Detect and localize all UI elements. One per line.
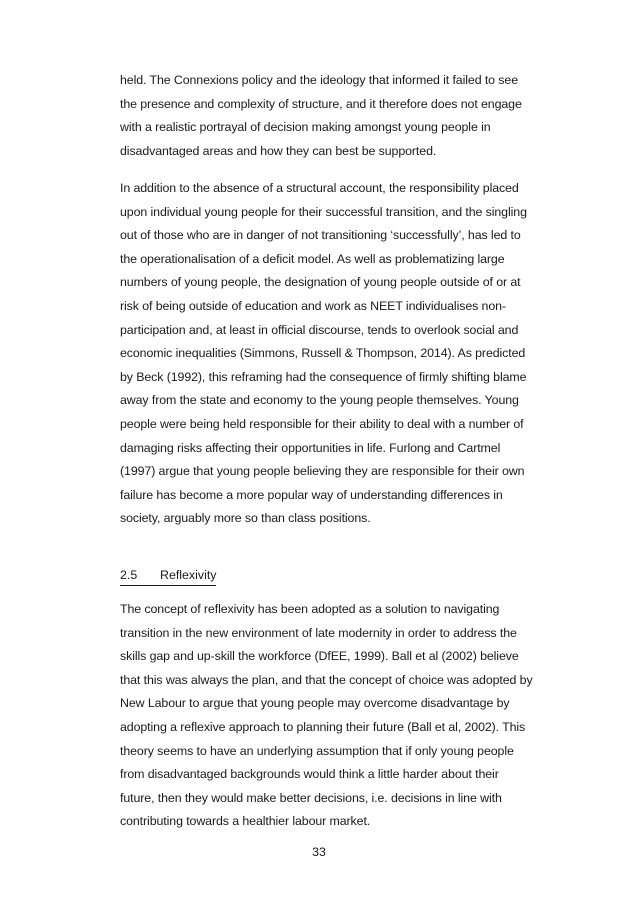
text-line: away from the state and economy to the young people themselves. Young — [120, 393, 519, 408]
section-heading — [120, 566, 216, 586]
page-number: 33 — [312, 845, 326, 859]
text-line: the operationalisation of a deficit model. As well as problematizing large — [120, 251, 505, 266]
text-line: out of those who are in danger of not transitioning ‘successfully’, has led to — [120, 228, 521, 243]
section-number: 2.5 — [120, 568, 138, 582]
text-line: from disadvantaged backgrounds would think a little harder about their — [120, 767, 499, 782]
section-title: Reflexivity — [160, 568, 217, 582]
text-line: theory seems to have an underlying assumption that if only young people — [120, 743, 514, 758]
text-line: the presence and complexity of structure, and it therefore does not engage — [120, 96, 522, 111]
paragraph-connexions-policy — [120, 69, 560, 163]
text-line: (1997) argue that young people believing they are responsible for their own — [120, 464, 525, 479]
text-line: transition in the new environment of late modernity in order to address the — [120, 625, 517, 640]
text-line: risk of being outside of education and work as NEET individualises non- — [120, 298, 506, 313]
text-line: skills gap and up-skill the workforce (DfEE, 1999). Ball et al (2002) believe — [120, 649, 519, 664]
text-line: disadvantaged areas and how they can best be supported. — [120, 143, 437, 158]
text-line: contributing towards a healthier labour market. — [120, 814, 371, 829]
text-line: upon individual young people for their successful transition, and the singling — [120, 204, 527, 219]
text-line: In addition to the absence of a structural account, the responsibility placed — [120, 181, 519, 195]
text-line: people were being held responsible for their ability to deal with a number of — [120, 416, 524, 431]
text-line: New Labour to argue that young people may overcome disadvantage by — [120, 696, 510, 711]
text-line: damaging risks affecting their opportunities in life. Furlong and Cartmel — [120, 440, 501, 455]
text-line: participation and, at least in official discourse, tends to overlook social and — [120, 322, 519, 337]
paragraph-deficit-model — [120, 177, 560, 531]
text-line: adopting a reflexive approach to planning their future (Ball et al, 2002). This — [120, 719, 526, 734]
text-line: with a realistic portrayal of decision making amongst young people in — [120, 120, 491, 135]
text-line: numbers of young people, the designation of young people outside of or at — [120, 275, 521, 290]
text-line: by Beck (1992), this reframing had the consequence of firmly shifting blame — [120, 369, 527, 384]
text-line: future, then they would make better decisions, i.e. decisions in line with — [120, 790, 502, 805]
text-line: failure has become a more popular way of understanding differences in — [120, 487, 503, 502]
text-line: economic inequalities (Simmons, Russell & Thompson, 2014). As predicted — [120, 346, 526, 361]
text-line: society, arguably more so than class positions. — [120, 511, 371, 526]
paragraph-reflexivity — [120, 598, 560, 834]
text-line: The concept of reflexivity has been adopted as a solution to navigating — [120, 602, 500, 616]
text-line: held. The Connexions policy and the ideology that informed it failed to see — [120, 73, 518, 87]
text-line: that this was always the plan, and that the concept of choice was adopted by — [120, 672, 533, 687]
